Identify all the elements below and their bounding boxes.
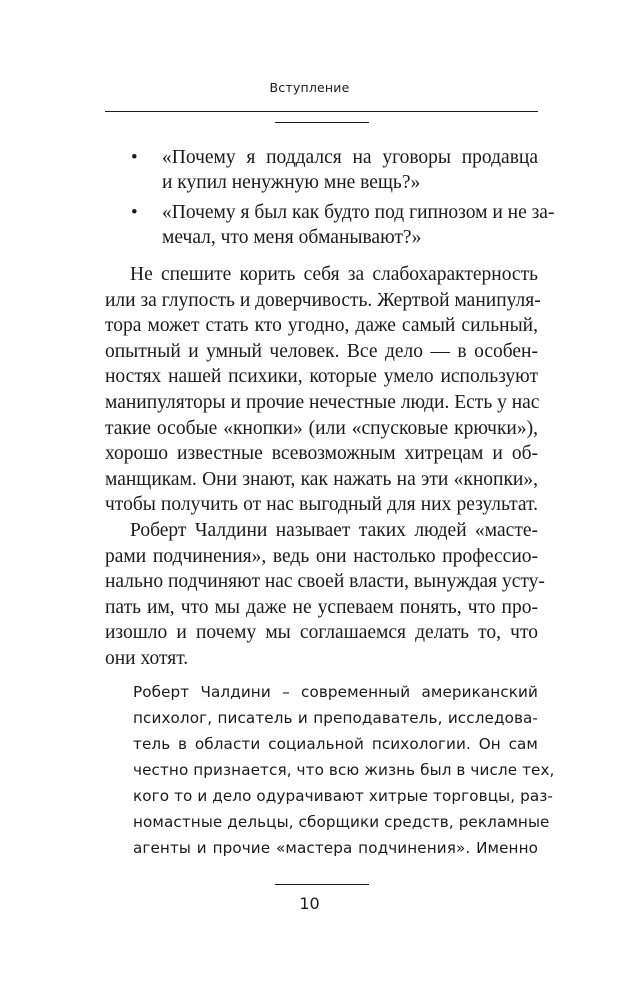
header-rule [105, 111, 538, 112]
paragraph-line: чтобы получить от нас выгодный для них результат. [105, 494, 538, 516]
bullet-line: мечал, что меня обманывают?» [162, 227, 422, 248]
sidebar-line: агенты и прочие «мастера подчинения». Именно [133, 839, 538, 857]
bullet-icon: • [131, 202, 138, 223]
paragraph-line: они хотят. [105, 648, 189, 669]
paragraph-line: Роберт Чалдини называет таких людей «масте- [130, 520, 538, 541]
paragraph-line: опытный и умный человек. Все дело — в особен- [105, 340, 538, 362]
paragraph-line: нально подчиняют нас своей власти, вынуждая усту- [105, 571, 545, 593]
bullet-icon: • [131, 147, 138, 168]
paragraph-line: манипуляторы и прочие нечестные люди. Есть у нас [105, 392, 540, 413]
sidebar-line: кого то и дело одурачивают хитрые торговцы, раз- [133, 787, 553, 805]
bullet-line: и купил ненужную мне вещь?» [162, 172, 421, 193]
sidebar-line: Роберт Чалдини – современный американский [133, 683, 538, 701]
sidebar-line: тель в области социальной психологии. Он сам [133, 735, 538, 753]
bullet-line: «Почему я поддался на уговоры продавца [162, 147, 538, 168]
header-short-rule [275, 122, 369, 123]
bullet-line: «Почему я был как будто под гипнозом и не за- [162, 202, 555, 223]
sidebar-line: честно признается, что всю жизнь был в числе тех, [133, 761, 555, 779]
paragraph-line: или за глупость и доверчивость. Жертвой манипуля- [105, 289, 541, 311]
running-header: Вступление [269, 80, 350, 95]
paragraph-line: пать им, что мы даже не успеваем понять, что про- [105, 596, 538, 618]
paragraph-line: такие особые «кнопки» (или «спусковые крючки»), [105, 417, 538, 439]
paragraph-line: хорошо известные всевозможным хитрецам и об- [105, 443, 538, 465]
paragraph-line: рами подчинения», ведь они настолько профессио- [105, 545, 538, 567]
sidebar-line: психолог, писатель и преподаватель, исследова- [133, 709, 538, 727]
footer-rule [275, 884, 369, 885]
page-number: 10 [299, 894, 320, 913]
paragraph-line: Не спешите корить себя за слабохарактерность [130, 264, 538, 285]
paragraph-line: изошло и почему мы соглашаемся делать то, что [105, 622, 538, 644]
paragraph-line: манщикам. Они знают, как нажать на эти «кнопки», [105, 468, 538, 490]
paragraph-line: ностях нашей психики, которые умело используют [105, 366, 538, 388]
sidebar-line: номастные дельцы, сборщики средств, рекламные [133, 813, 550, 831]
paragraph-line: тора может стать кто угодно, даже самый сильный, [105, 315, 538, 337]
